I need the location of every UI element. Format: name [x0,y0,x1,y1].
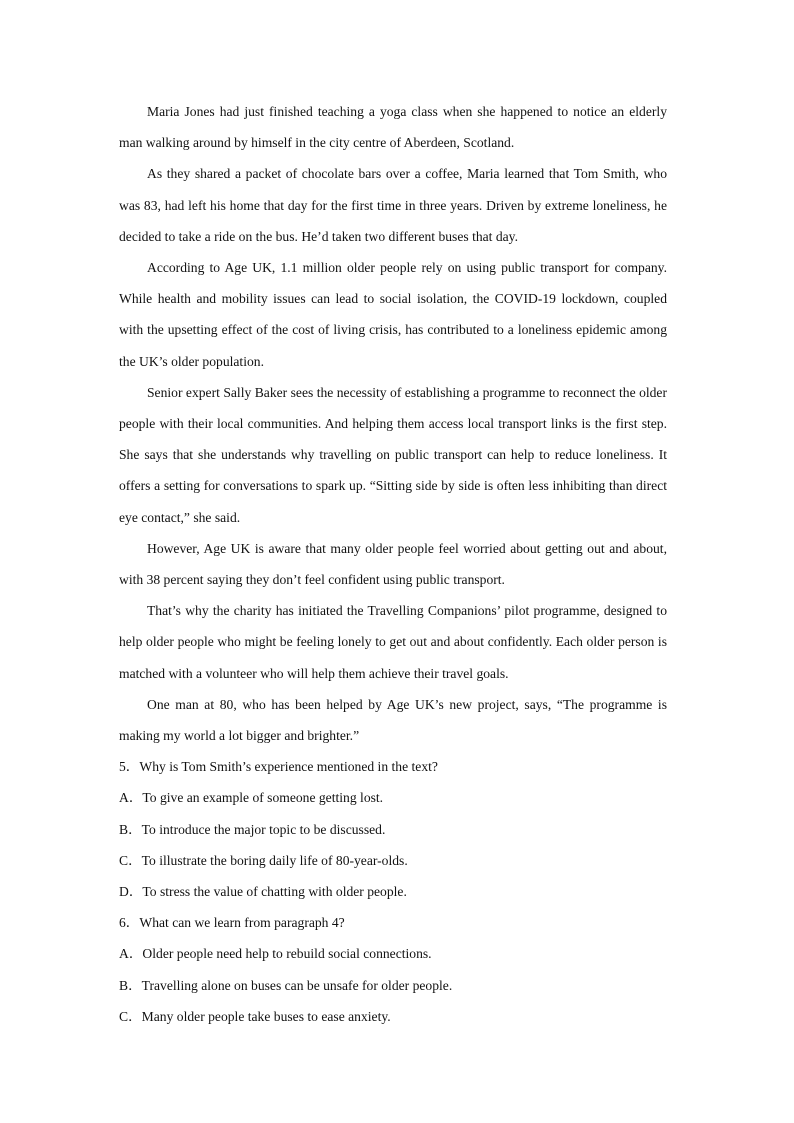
document-content [119,96,667,1032]
question-stem [119,751,667,782]
question-6 [119,907,667,1032]
option-text: Travelling alone on buses can be unsafe for older people. [141,977,453,993]
option-c [119,845,667,876]
option-d [119,876,667,907]
option-label: B． [119,821,142,837]
question-stem [119,907,667,938]
passage-paragraph-4: Senior expert Sally Baker sees the necessity of establishing a programme to reconnect the older people with their local communities. And helping them access local transport links is the first step. She says that she understands why travelling on public transport can help to reduce loneliness. It offers a setting for conversations to spark up. “Sitting side by side is often less inhibiting than direct eye contact,” she said. [119,384,667,525]
passage-paragraph-6: That’s why the charity has initiated the Travelling Companions’ pilot programme, designed to help older people who might be feeling lonely to get out and about confidently. Each older person is matched with a volunteer who will help them achieve their travel goals. [119,603,667,681]
option-a [119,782,667,813]
passage-paragraph-5: However, Age UK is aware that many older people feel worried about getting out and about, with 38 percent saying they don’t feel confident using public transport. [119,540,667,588]
option-b [119,814,667,845]
option-b [119,970,667,1001]
reading-passage [119,96,667,751]
option-label: C． [119,852,142,868]
option-label: A． [119,946,143,962]
option-text: To give an example of someone getting lost. [142,790,384,806]
option-c [119,1001,667,1032]
question-text: Why is Tom Smith’s experience mentioned in the text? [139,759,438,775]
passage-paragraph-2: As they shared a packet of chocolate bars over a coffee, Maria learned that Tom Smith, who was 83, had left his home that day for the first time in three years. Driven by extreme loneliness, he decided to take a ride on the bus. He’d taken two different buses that day. [119,166,667,244]
question-number: 5． [119,759,140,775]
question-number: 6． [119,915,140,931]
option-label: A． [119,790,143,806]
option-text: Many older people take buses to ease anxiety. [141,1008,391,1024]
option-label: C． [119,1008,142,1024]
question-5 [119,751,667,907]
option-text: To illustrate the boring daily life of 80-year-olds. [141,852,408,868]
passage-paragraph-1: Maria Jones had just finished teaching a yoga class when she happened to notice an elderly man walking around by himself in the city centre of Aberdeen, Scotland. [119,104,667,151]
passage-paragraph-3: According to Age UK, 1.1 million older people rely on using public transport for company. While health and mobility issues can lead to social isolation, the COVID-19 lockdown, coupled with the upsetting effect of the cost of living crisis, has contributed to a loneliness epidemic among the UK’s older population. [119,260,667,369]
option-text: To stress the value of chatting with older people. [142,884,407,900]
option-label: D． [119,884,143,900]
option-label: B． [119,977,142,993]
passage-paragraph-7: One man at 80, who has been helped by Age UK’s new project, says, “The programme is making my world a lot bigger and brighter.” [119,696,667,744]
option-a [119,938,667,969]
option-text: Older people need help to rebuild social connections. [142,946,432,962]
question-text: What can we learn from paragraph 4? [139,915,345,931]
option-text: To introduce the major topic to be discussed. [141,821,386,837]
